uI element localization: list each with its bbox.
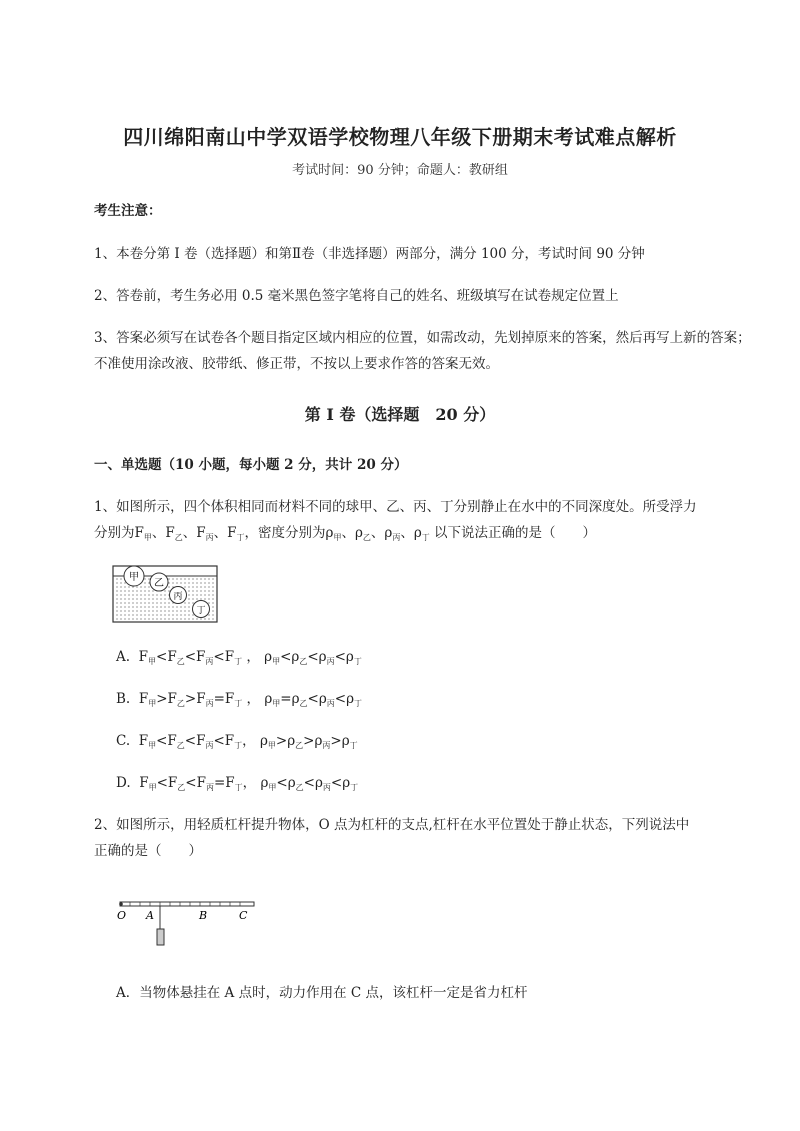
q1-rho: ρ xyxy=(354,525,363,541)
q1-rho: ρ xyxy=(384,525,393,541)
label-b: B xyxy=(199,909,208,922)
q1-stem-prefix: 分别为 xyxy=(94,525,135,541)
sub-bing: 丙 xyxy=(392,533,401,542)
option-letter: B. xyxy=(116,691,131,707)
ball-bing-label: 丙 xyxy=(173,592,183,602)
ball-yi-label: 乙 xyxy=(154,578,164,589)
option-letter: C. xyxy=(116,733,131,749)
notice-item-1: 1、本卷分第 I 卷（选择题）和第Ⅱ卷（非选择题）两部分，满分 100 分，考试时间 90 分钟 xyxy=(94,246,645,262)
sub-ding: 丁 xyxy=(421,533,430,542)
q1-option-b[interactable]: B. $F_甲>F_乙>F_丙=F_丁$ ， $\rho_甲=\rho_乙<\rho_丙<\rho_丁$ xyxy=(116,691,363,708)
label-c: C xyxy=(239,909,248,922)
notice-item-3: 3、答案必须写在试卷各个题目指定区域内相应的位置，如需改动，先划掉原来的答案，然后再写上新的答案；不准使用涂改液、胶带纸、修正带，不按以上要求作答的答案无效。 xyxy=(94,330,751,372)
sep: 、 xyxy=(151,525,166,541)
sub-yi: 乙 xyxy=(362,533,371,542)
sep: 、 xyxy=(400,525,414,541)
label-a: A xyxy=(146,909,154,922)
part-heading: 一、单选题（10 小题，每小题 2 分，共计 20 分） xyxy=(94,457,408,473)
q2-option-a[interactable]: A．当物体悬挂在 A 点时，动力作用在 C 点，该杠杆一定是省力杠杆 xyxy=(116,985,528,1001)
q1-stem-line2 xyxy=(94,520,596,551)
q1-stem-suffix: 以下说法正确的是（ ） xyxy=(429,525,597,541)
sub-yi: 乙 xyxy=(174,533,183,542)
q1-stem-line1: 1、如图所示，四个体积相同而材料不同的球甲、乙、丙、丁分别静止在水中的不同深度处。所受浮力 xyxy=(94,499,697,515)
label-o: O xyxy=(117,909,127,922)
ball-ding-label: 丁 xyxy=(196,606,206,616)
option-letter: A. xyxy=(116,649,131,665)
notice-heading: 考生注意： xyxy=(94,203,162,219)
q2-stem-line2: 正确的是（ ） xyxy=(94,843,202,859)
sub-bing: 丙 xyxy=(205,533,214,542)
pivot-o xyxy=(119,902,123,906)
sep: 、 xyxy=(213,525,228,541)
q2-stem-line1: 2、如图所示，用轻质杠杆提升物体，O 点为杠杆的支点,杠杆在水平位置处于静止状态，下列说法中 xyxy=(94,817,690,833)
q1-rho: ρ xyxy=(325,525,334,541)
q1-option-a[interactable]: A. $F_甲<F_乙<F_丙<F_丁$ ， $\rho_甲<\rho_乙<\rho_丙<\rho_丁$ xyxy=(116,649,362,666)
sep: 、 xyxy=(341,525,355,541)
sep: 、 xyxy=(182,525,197,541)
option-letter: D. xyxy=(116,775,131,791)
sub-jia: 甲 xyxy=(143,533,152,542)
sep: 、 xyxy=(370,525,385,541)
q1-stem-mid: ，密度分别为 xyxy=(244,525,326,541)
q1-figure-water-container xyxy=(112,562,218,624)
q2-figure-lever xyxy=(112,893,262,953)
exam-title: 四川绵阳南山中学双语学校物理八年级下册期末考试难点解析 xyxy=(123,125,677,149)
sub-ding: 丁 xyxy=(236,533,245,542)
notice-item-2: 2、答卷前，考生务必用 0.5 毫米黑色签字笔将自己的姓名、班级填写在试卷规定位置上 xyxy=(94,288,619,304)
ball-jia-label: 甲 xyxy=(129,572,139,583)
q1-option-c[interactable]: C. $F_甲<F_乙<F_丙<F_丁$， $\rho_甲>\rho_乙>\rho_丙>\rho_丁$ xyxy=(116,733,358,750)
q1-f: F xyxy=(134,525,144,541)
q1-option-d[interactable]: D. $F_甲<F_乙<F_丙=F_丁$， $\rho_甲<\rho_乙<\rho_丙<\rho_丁$ xyxy=(116,775,359,792)
q1-f: F xyxy=(227,525,237,541)
q1-f: F xyxy=(165,525,175,541)
sub-jia: 甲 xyxy=(333,533,342,542)
hanging-weight xyxy=(157,929,164,945)
section-title: 第 I 卷（选择题 20 分） xyxy=(304,405,496,424)
q1-f: F xyxy=(196,525,206,541)
q1-rho: ρ xyxy=(413,525,422,541)
exam-subtitle: 考试时间：90 分钟；命题人：教研组 xyxy=(292,163,508,178)
